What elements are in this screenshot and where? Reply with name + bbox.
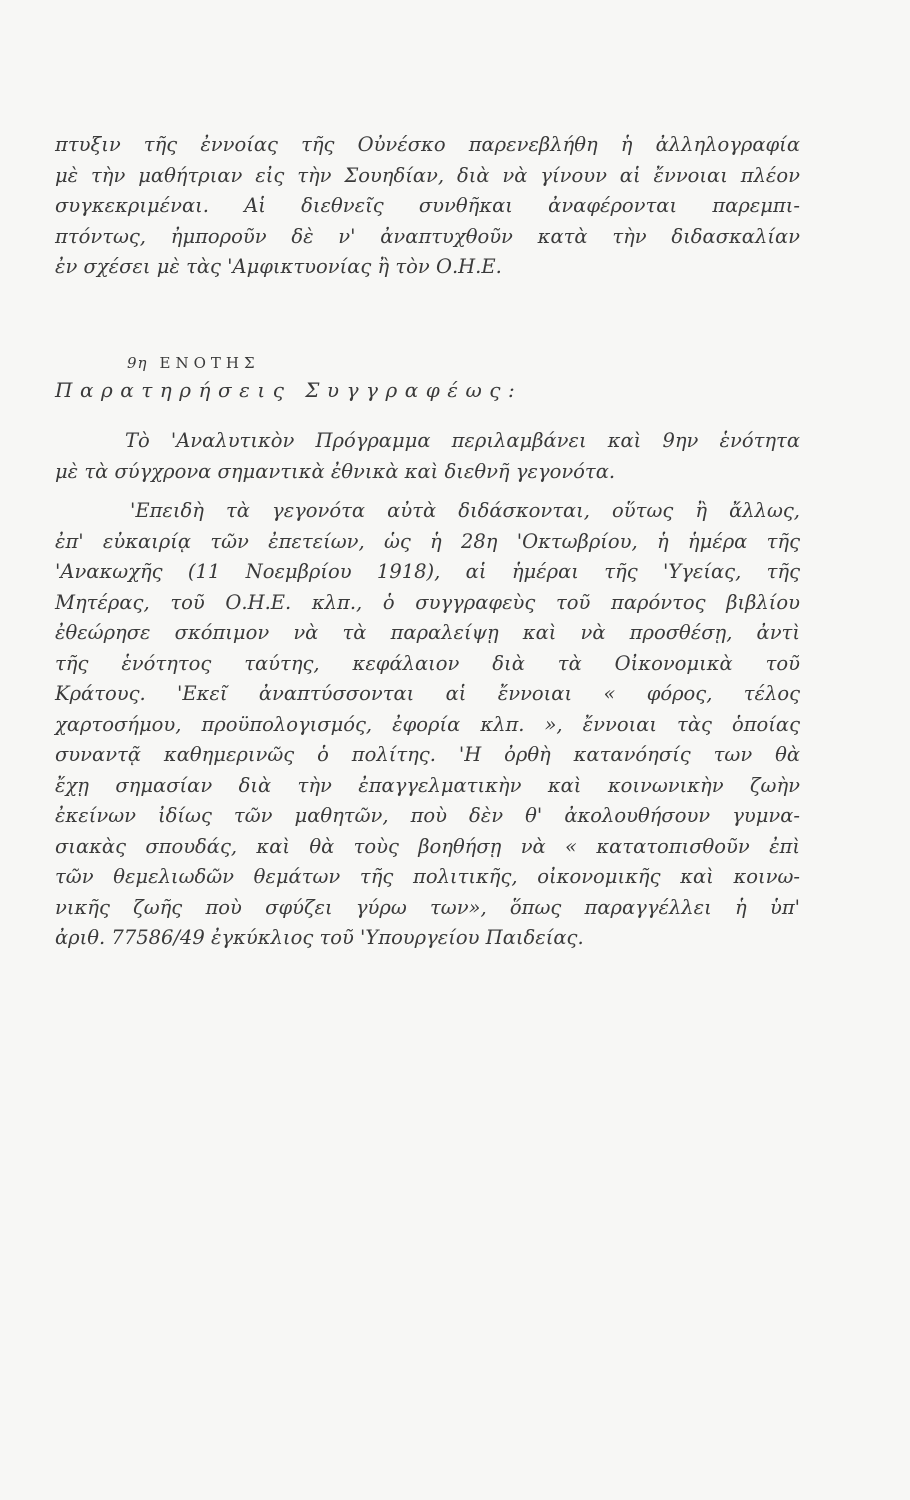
text-line: 'Ανακωχῆς (11 Νοεμβρίου 1918), αἱ ἡμέραι τῆς 'Υγείας, τῆς [55, 560, 800, 583]
section-number: 9η [127, 354, 148, 372]
text-line: συναντᾷ καθημερινῶς ὁ πολίτης. 'Η ὀρθὴ κατανόησίς των θὰ [55, 743, 800, 766]
paragraph-main [55, 496, 800, 954]
text-line: χαρτοσήμου, προϋπολογισμός, ἐφορία κλπ. », ἔννοιαι τὰς ὁποίας [55, 712, 800, 736]
text-line: τῶν θεμελιωδῶν θεμάτων τῆς πολιτικῆς, οἰκονομικῆς καὶ κοινω- [55, 865, 800, 888]
text-line: Κράτους. 'Εκεῖ ἀναπτύσσονται αἱ ἔννοιαι « φόρος, τέλος [55, 682, 800, 705]
text-line: Τὸ 'Αναλυτικὸν Πρόγραμμα περιλαμβάνει καὶ 9ην ἑνότητα [125, 429, 800, 452]
text-line: μὲ τὴν μαθήτριαν εἰς τὴν Σουηδίαν, διὰ νὰ γίνουν αἱ ἔννοιαι πλέον [55, 163, 800, 187]
paragraph-intro [55, 426, 800, 487]
text-line: ἔχῃ σημασίαν διὰ τὴν ἐπαγγελματικὴν καὶ κοινωνικὴν ζωὴν [55, 773, 800, 797]
section-title: ΕΝΟΤΗΣ [159, 354, 260, 372]
text-line: ἐν σχέσει μὲ τὰς 'Αμφικτυονίας ἢ τὸν Ο.Η.Ε. [55, 255, 502, 278]
author-remarks-heading: Παρατηρήσεις Συγγραφέως: [55, 378, 523, 402]
text-line: ἀριθ. 77586/49 ἐγκύκλιος τοῦ 'Υπουργείου Παιδείας. [55, 926, 584, 949]
text-line: νικῆς ζωῆς ποὺ σφύζει γύρω των», ὅπως παραγγέλλει ἡ ὑπ' [55, 895, 800, 919]
text-line: τῆς ἑνότητος ταύτης, κεφάλαιον διὰ τὰ Οἰκονομικὰ τοῦ [55, 651, 800, 675]
text-line: σιακὰς σπουδάς, καὶ θὰ τοὺς βοηθήσῃ νὰ « κατατοπισθοῦν ἐπὶ [55, 834, 800, 858]
text-line: πτυξιν τῆς ἐννοίας τῆς Οὐνέσκο παρενεβλήθη ἡ ἀλληλογραφία [55, 133, 800, 156]
text-line: ἐθεώρησε σκόπιμον νὰ τὰ παραλείψῃ καὶ νὰ προσθέσῃ, ἀντὶ [55, 621, 800, 644]
text-line: μὲ τὰ σύγχρονα σημαντικὰ ἐθνικὰ καὶ διεθνῆ γεγονότα. [55, 459, 616, 483]
text-line: συγκεκριμέναι. Αἱ διεθνεῖς συνθῆκαι ἀναφέρονται παρεμπι- [55, 194, 800, 217]
section-heading [127, 354, 260, 372]
text-line: πτόντως, ἠμποροῦν δὲ ν' ἀναπτυχθοῦν κατὰ τὴν διδασκαλίαν [55, 224, 800, 248]
paragraph-continuation [55, 130, 800, 283]
text-line: ἐκείνων ἰδίως τῶν μαθητῶν, ποὺ δὲν θ' ἀκολουθήσουν γυμνα- [55, 804, 800, 827]
text-line: Μητέρας, τοῦ Ο.Η.Ε. κλπ., ὁ συγγραφεὺς τοῦ παρόντος βιβλίου [55, 590, 800, 614]
text-line: ἐπ' εὐκαιρίᾳ τῶν ἐπετείων, ὡς ἡ 28η 'Οκτωβρίου, ἡ ἡμέρα τῆς [55, 529, 800, 553]
text-line: 'Επειδὴ τὰ γεγονότα αὐτὰ διδάσκονται, οὕτως ἢ ἄλλως, [130, 499, 800, 522]
